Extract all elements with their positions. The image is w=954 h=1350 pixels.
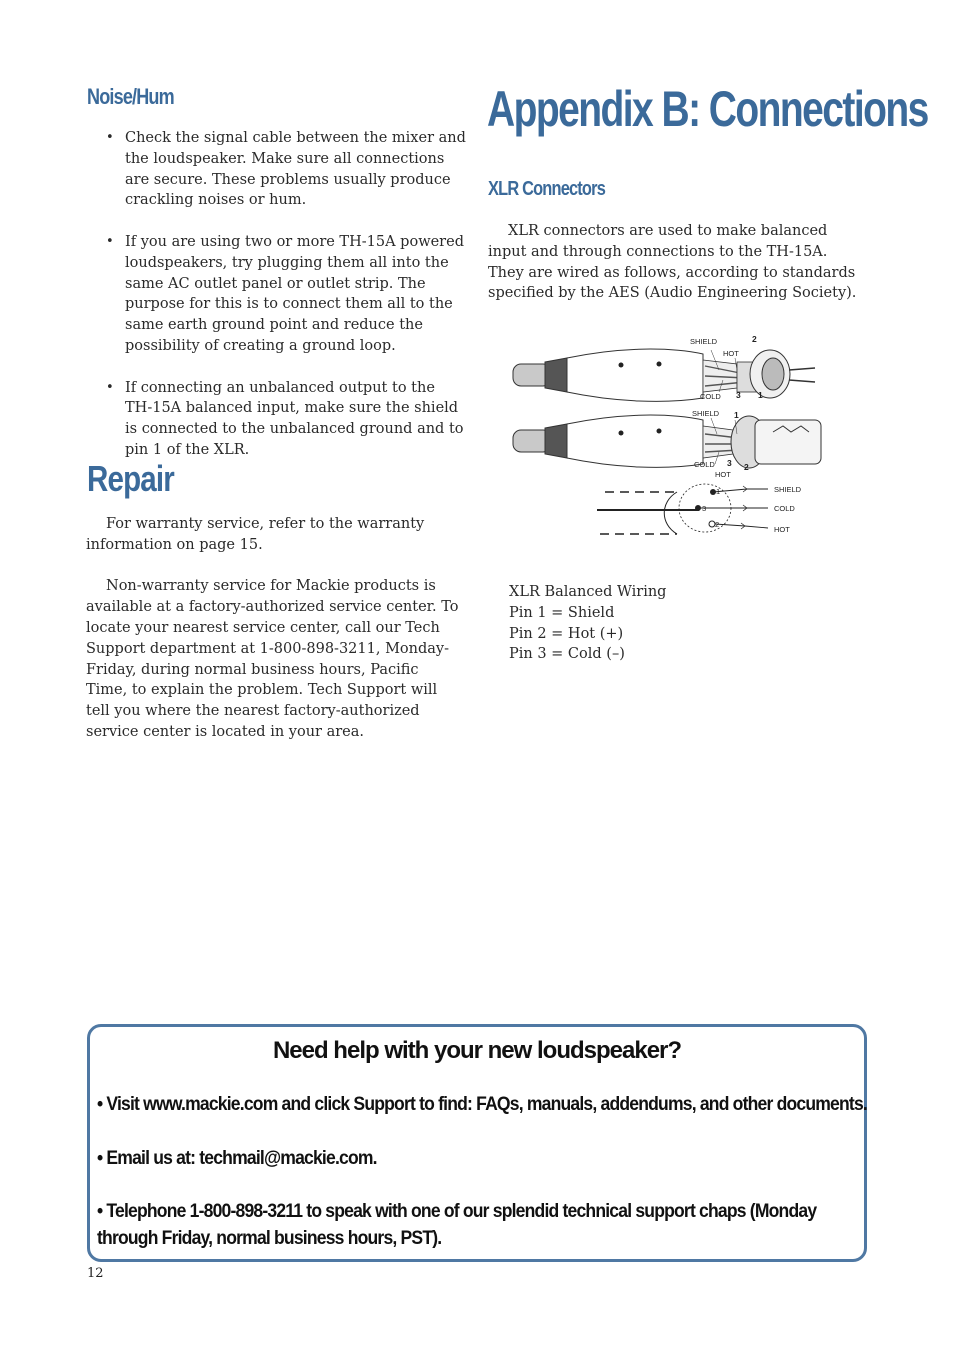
xlr-schematic bbox=[597, 484, 768, 534]
help-box bbox=[87, 1024, 867, 1262]
repair-paragraph: For warranty service, refer to the warranty information on page 15. bbox=[86, 516, 425, 553]
diagram-label: HOT bbox=[774, 525, 790, 534]
diagram-label: 2 bbox=[715, 520, 720, 529]
xlr-female-connector bbox=[513, 415, 821, 468]
list-item: • If you are using two or more TH-15A powered loudspeakers, try plugging them all into the same AC outlet panel or outlet strip. The purpose for this is to connect them all to the same earth ground point and reduce the possibility of creating a ground loop. bbox=[86, 232, 466, 357]
help-item-website: • Visit www.mackie.com and click Support to find: FAQs, manuals, addendums, and other documents. bbox=[97, 1093, 867, 1115]
diagram-label: HOT bbox=[715, 470, 731, 479]
help-item-telephone: • Telephone 1-800-898-3211 to speak with one of our splendid technical support chaps (Monday bbox=[97, 1200, 817, 1222]
diagram-label: SHIELD bbox=[774, 485, 802, 494]
xlr-male-connector bbox=[513, 349, 815, 401]
noise-hum-list bbox=[86, 128, 466, 482]
diagram-label: 3 bbox=[727, 458, 732, 468]
xlr-connectors-heading: XLR Connectors bbox=[488, 178, 606, 200]
wiring-line: Pin 3 = Cold (–) bbox=[509, 646, 625, 663]
diagram-label: 3 bbox=[702, 504, 707, 513]
page-title: Appendix B: Connections bbox=[487, 81, 928, 137]
repair-heading: Repair bbox=[87, 458, 174, 499]
xlr-intro bbox=[488, 221, 866, 325]
diagram-label: 1 bbox=[734, 410, 739, 420]
xlr-paragraph: XLR connectors are used to make balanced input and through connections to the TH-15A. They are wired as follows, according to standards specified by the AES (Audio Engineering Society). bbox=[488, 223, 857, 302]
diagram-label: SHIELD bbox=[692, 409, 720, 418]
diagram-label: COLD bbox=[694, 460, 715, 469]
diagram-label: 3 bbox=[736, 390, 741, 400]
diagram-label: 2 bbox=[744, 462, 749, 472]
diagram-label: HOT bbox=[723, 349, 739, 358]
list-item: • Check the signal cable between the mixer and the loudspeaker. Make sure all connections are secure. These problems usually produce crackling noises or hum. bbox=[86, 128, 466, 211]
diagram-label: 1 bbox=[716, 487, 721, 496]
diagram-label: 1 bbox=[758, 390, 763, 400]
list-item: • If connecting an unbalanced output to the TH-15A balanced input, make sure the shield is connected to the unbalanced ground and to pin 1 of the XLR. bbox=[86, 378, 466, 461]
help-item-telephone-cont: through Friday, normal business hours, PST). bbox=[97, 1227, 442, 1249]
repair-text bbox=[86, 514, 464, 764]
noise-hum-heading: Noise/Hum bbox=[87, 84, 174, 109]
diagram-label: COLD bbox=[774, 504, 795, 513]
wiring-line: Pin 2 = Hot (+) bbox=[509, 625, 624, 642]
diagram-label: SHIELD bbox=[690, 337, 718, 346]
page-number: 12 bbox=[87, 1266, 104, 1281]
wiring-legend bbox=[509, 582, 809, 665]
xlr-wiring-diagram bbox=[505, 330, 830, 545]
wiring-line: Pin 1 = Shield bbox=[509, 604, 615, 621]
diagram-label: COLD bbox=[700, 392, 721, 401]
repair-paragraph: Non-warranty service for Mackie products is available at a factory-authorized service center. To locate your nearest service center, call our Tech Support department at 1-800-898-3211, Monday-Friday, during normal business hours, Pacific Time, to explain the problem. Tech Support will tell you where the nearest factory-authorized service center is located in your area. bbox=[86, 578, 459, 740]
wiring-line: XLR Balanced Wiring bbox=[509, 584, 667, 600]
help-item-email: • Email us at: techmail@mackie.com. bbox=[97, 1147, 377, 1169]
help-box-title: Need help with your new loudspeaker? bbox=[272, 1037, 682, 1064]
diagram-label: 2 bbox=[752, 334, 757, 344]
